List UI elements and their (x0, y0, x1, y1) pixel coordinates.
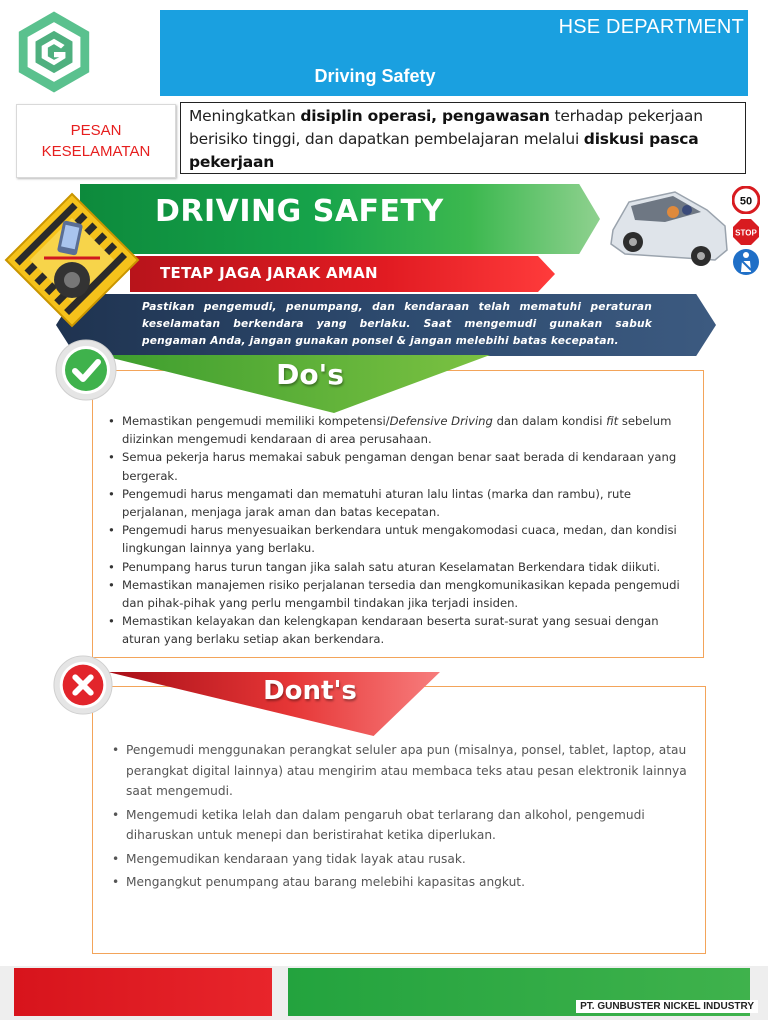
list-item (108, 576, 693, 612)
safety-message-part-bold: disiplin operasi, pengawasan (300, 107, 550, 125)
donts-list (112, 740, 694, 896)
list-item-text: Memastikan pengemudi memiliki kompetensi/ (122, 414, 390, 428)
safety-message-part: Meningkatkan (189, 107, 301, 125)
speed-limit-value: 50 (739, 195, 753, 208)
list-item: • Mengangkut penumpang atau barang melebihi kapasitas angkut. (112, 872, 694, 893)
safety-message-label (16, 104, 176, 178)
list-item (108, 612, 693, 648)
car-illustration-icon (605, 182, 730, 274)
check-mark-icon (54, 338, 118, 402)
list-item-text-italic: fit (606, 414, 619, 428)
donts-title: Dont's (263, 676, 357, 706)
stop-sign-text: STOP (735, 228, 757, 238)
company-logo-icon (10, 8, 98, 96)
banner-title: DRIVING SAFETY (155, 194, 444, 229)
list-item-text: Semua pekerja harus memakai sabuk pengaman dengan benar saat berada di kendaraan yang bergerak. (122, 450, 677, 483)
list-item-text: dan dalam kondisi (492, 414, 607, 428)
dos-list (108, 412, 693, 649)
banner-description: Pastikan pengemudi, penumpang, dan kendaraan telah mematuhi peraturan keselamatan berkendara yang berlaku. Saat mengemudi gunakan sabuk pengaman Anda, jangan gunakan ponsel & jangan melebihi batas kecepatan. (142, 301, 652, 347)
speed-limit-sign-icon (732, 186, 760, 214)
list-item (108, 558, 693, 576)
footer-red-block (14, 968, 272, 1016)
banner-subtitle: TETAP JAGA JARAK AMAN (160, 264, 378, 282)
safety-message-label-line2: KESELAMATAN (41, 143, 151, 160)
list-item-text: Pengemudi harus mengamati dan mematuhi aturan lalu lintas (marka dan rambu), rute perjalanan, menjaga jarak aman dan batas kecepatan. (122, 486, 632, 520)
list-item-text: Pengemudi harus menyesuaikan berkendara untuk mengakomodasi cuaca, medan, dan kondisi lingkungan lainnya yang berlaku. (122, 523, 677, 556)
cross-mark-icon (52, 654, 114, 716)
safety-message-part: terhadap pekerjaan berisiko tinggi, dan dapatkan pembelajaran melalui (189, 107, 703, 148)
list-item-text-italic: Defensive Driving (389, 414, 493, 428)
list-item (108, 448, 693, 484)
list-item: • Pengemudi menggunakan perangkat seluler apa pun (misalnya, ponsel, tablet, laptop, atau perangkat digital lainnya) atau mengirim atau membaca teks atau pesan elektronik lainnya saat mengemudi. (112, 740, 694, 802)
safety-message-text (180, 102, 746, 174)
company-name: PT. GUNBUSTER NICKEL INDUSTRY (576, 1000, 758, 1013)
list-item (108, 485, 693, 521)
safety-message-part-bold: diskusi pasca pekerjaan (189, 130, 699, 171)
safety-message-label-line1: PESAN (70, 122, 122, 139)
list-item: • Mengemudikan kendaraan yang tidak layak atau rusak. (112, 849, 694, 870)
document-title: Driving Safety (314, 66, 436, 86)
list-item-text: sebelum diizinkan mengemudi kendaraan di area perusahaan. (122, 414, 672, 447)
dos-title: Do's (276, 358, 344, 391)
list-item-text: Penumpang harus turun tangan jika salah satu aturan Keselamatan Berkendara tidak diikuti. (122, 559, 661, 574)
stop-sign-icon (732, 218, 760, 246)
list-item (108, 412, 693, 448)
list-item-text: Memastikan manajemen risiko perjalanan tersedia dan mengkomunikasikan kepada pengemudi dan pihak-pihak yang perlu mengambil tindakan jika terjadi insiden. (122, 577, 680, 611)
list-item: • Mengemudi ketika lelah dan dalam pengaruh obat terlarang dan alkohol, pengemudi diharuskan untuk menepi dan beristirahat ketika diperlukan. (112, 805, 694, 846)
list-item (108, 521, 693, 557)
seatbelt-sign-icon (732, 248, 760, 276)
no-phone-warning-sign-icon (4, 192, 140, 328)
list-item-text: Memastikan kelayakan dan kelengkapan kendaraan beserta surat-surat yang sesuai dengan aturan yang berlaku setiap akan berkendara. (122, 614, 659, 647)
department-name: HSE DEPARTMENT (558, 16, 744, 38)
